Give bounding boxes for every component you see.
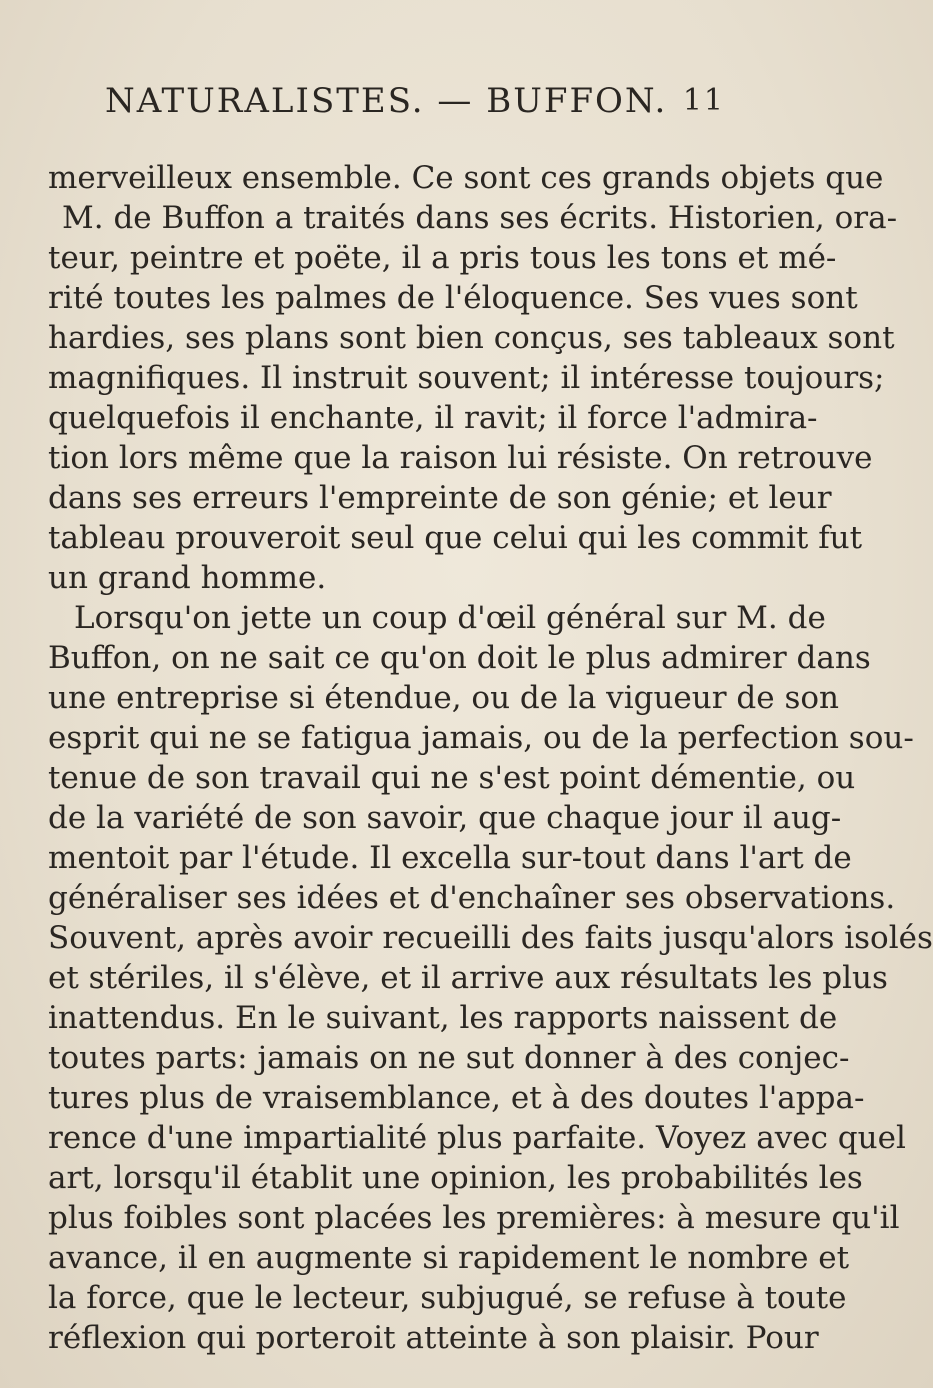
paragraph-start-line: Lorsqu'on jette un coup d'œil général sur M. de	[74, 600, 826, 636]
text-line: tenue de son travail qui ne s'est point démentie, ou	[48, 760, 856, 796]
text-line: une entreprise si étendue, ou de la vigueur de son	[48, 680, 839, 716]
text-line: la force, que le lecteur, subjugué, se refuse à toute	[48, 1280, 847, 1316]
page-number: 11	[682, 83, 725, 118]
text-line: et stériles, il s'élève, et il arrive aux résultats les plus	[48, 960, 888, 996]
text-line: art, lorsqu'il établit une opinion, les probabilités les	[48, 1160, 863, 1196]
running-title: NATURALISTES. — BUFFON.	[105, 81, 668, 121]
text-line: esprit qui ne se fatigua jamais, ou de la perfection sou-	[48, 720, 914, 756]
text-line: teur, peintre et poëte, il a pris tous les tons et mé-	[48, 240, 837, 276]
text-line: réflexion qui porteroit atteinte à son plaisir. Pour	[48, 1320, 819, 1356]
text-line: Souvent, après avoir recueilli des faits jusqu'alors isolés	[48, 920, 933, 956]
text-line: tures plus de vraisemblance, et à des doutes l'appa-	[48, 1080, 865, 1116]
text-line: inattendus. En le suivant, les rapports naissent de	[48, 1000, 838, 1036]
running-head	[105, 78, 725, 124]
text-line: Buffon, on ne sait ce qu'on doit le plus admirer dans	[48, 640, 871, 676]
text-line: mentoit par l'étude. Il excella sur-tout dans l'art de	[48, 840, 852, 876]
text-line: dans ses erreurs l'empreinte de son génie; et leur	[48, 480, 832, 516]
text-line: un grand homme.	[48, 560, 327, 596]
text-line: rité toutes les palmes de l'éloquence. Ses vues sont	[48, 280, 858, 316]
text-line: plus foibles sont placées les premières: à mesure qu'il	[48, 1200, 900, 1236]
text-line: avance, il en augmente si rapidement le nombre et	[48, 1240, 850, 1276]
text-line: généraliser ses idées et d'enchaîner ses observations.	[48, 880, 896, 916]
text-line: hardies, ses plans sont bien conçus, ses tableaux sont	[48, 320, 895, 356]
text-line: de la variété de son savoir, que chaque jour il aug-	[48, 800, 842, 836]
text-line: quelquefois il enchante, il ravit; il force l'admira-	[48, 400, 818, 436]
text-line: tion lors même que la raison lui résiste. On retrouve	[48, 440, 873, 476]
text-line: rence d'une impartialité plus parfaite. Voyez avec quel	[48, 1120, 906, 1156]
text-line: toutes parts: jamais on ne sut donner à des conjec-	[48, 1040, 850, 1076]
text-line: merveilleux ensemble. Ce sont ces grands objets que	[48, 160, 884, 196]
text-line: M. de Buffon a traités dans ses écrits. Historien, ora-	[62, 200, 898, 236]
text-line: tableau prouveroit seul que celui qui les commit fut	[48, 520, 863, 556]
text-line: magnifiques. Il instruit souvent; il intéresse toujours;	[48, 360, 885, 396]
